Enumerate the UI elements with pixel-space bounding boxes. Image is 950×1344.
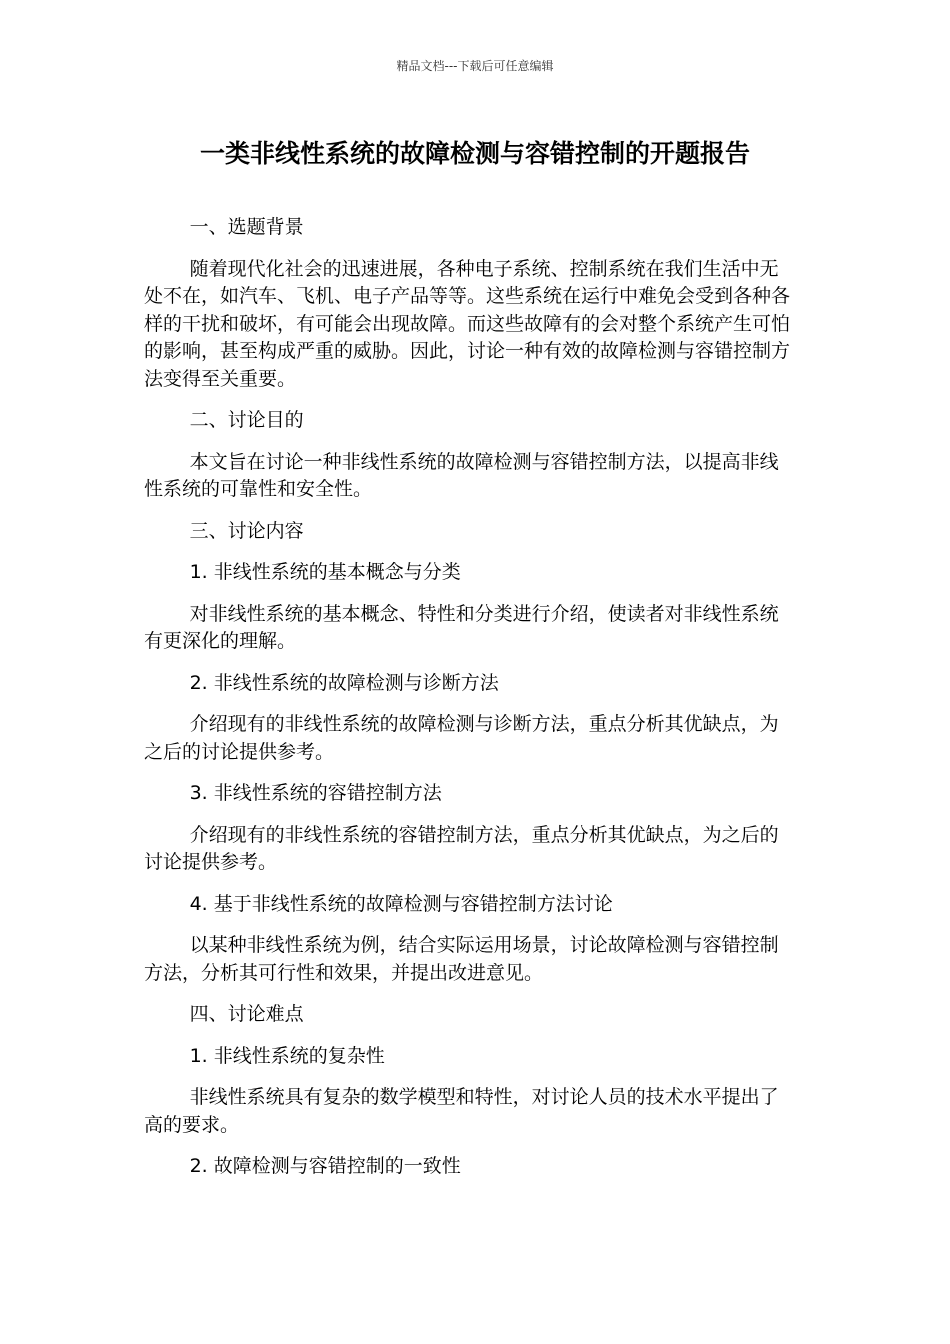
paragraph-complexity: 非线性系统具有复杂的数学模型和特性，对讨论人员的技术水平提出了高的要求。 bbox=[144, 1086, 779, 1136]
subheading-consistency: 2. 故障检测与容错控制的一致性 bbox=[189, 1155, 461, 1177]
paragraph-background: 随着现代化社会的迅速进展，各种电子系统、控制系统在我们生活中无处不在，如汽车、飞机、电子产品等等。这些系统在运行中难免会受到各种各样的干扰和破坏，有可能会出现故障。而这些故障有的会对整个系统产生可怕的影响，甚至构成严重的威胁。因此，讨论一种有效的故障检测与容错控制方法变得至关重要。 bbox=[144, 257, 791, 390]
paragraph-method-discussion: 以某种非线性系统为例，结合实际运用场景，讨论故障检测与容错控制方法，分析其可行性和效果，并提出改进意见。 bbox=[144, 934, 779, 984]
subheading-concepts: 1. 非线性系统的基本概念与分类 bbox=[189, 561, 461, 583]
section-heading-background: 一、选题背景 bbox=[189, 216, 304, 238]
subheading-complexity: 1. 非线性系统的复杂性 bbox=[189, 1044, 385, 1067]
document-title: 一类非线性系统的故障检测与容错控制的开题报告 bbox=[199, 139, 750, 168]
paragraph-detection: 介绍现有的非线性系统的故障检测与诊断方法，重点分析其优缺点，为之后的讨论提供参考。 bbox=[144, 713, 779, 763]
paragraph-concepts: 对非线性系统的基本概念、特性和分类进行介绍，使读者对非线性系统有更深化的理解。 bbox=[144, 602, 779, 652]
subheading-detection: 2. 非线性系统的故障检测与诊断方法 bbox=[189, 671, 499, 694]
paragraph-purpose: 本文旨在讨论一种非线性系统的故障检测与容错控制方法，以提高非线性系统的可靠性和安全性。 bbox=[144, 450, 779, 500]
paragraph-fault-tolerant: 介绍现有的非线性系统的容错控制方法，重点分析其优缺点，为之后的讨论提供参考。 bbox=[144, 823, 779, 873]
section-heading-difficulties: 四、讨论难点 bbox=[189, 1003, 304, 1025]
section-heading-content: 三、讨论内容 bbox=[189, 519, 304, 542]
section-heading-purpose: 二、讨论目的 bbox=[189, 409, 304, 431]
subheading-fault-tolerant: 3. 非线性系统的容错控制方法 bbox=[189, 782, 442, 804]
header-note: 精品文档---下载后可任意编辑 bbox=[396, 59, 554, 73]
document-body bbox=[144, 214, 796, 1195]
subheading-method-discussion: 4. 基于非线性系统的故障检测与容错控制方法讨论 bbox=[189, 892, 613, 915]
